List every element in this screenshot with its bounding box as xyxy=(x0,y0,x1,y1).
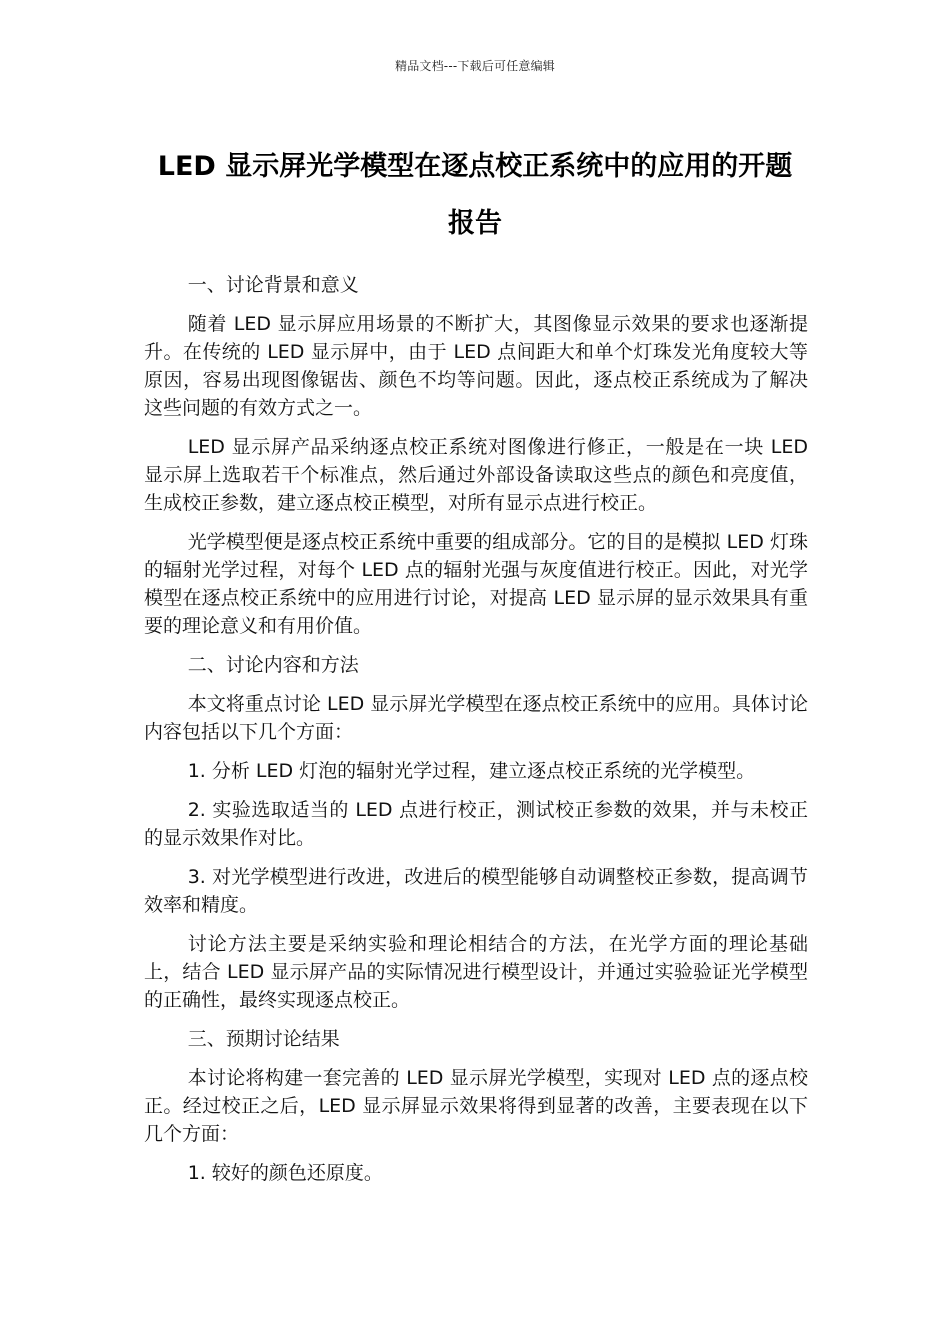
paragraph: 随着 LED 显示屏应用场景的不断扩大，其图像显示效果的要求也逐渐提升。在传统的 LED 显示屏中，由于 LED 点间距大和单个灯珠发光角度较大等原因，容易出现图像锯齿、颜色不均等问题。因此，逐点校正系统成为了解决这些问题的有效方式之一。 xyxy=(144,313,808,419)
list-item: 2. 实验选取适当的 LED 点进行校正，测试校正参数的效果，并与未校正的显示效果作对比。 xyxy=(144,799,808,849)
list-item: 1. 较好的颜色还原度。 xyxy=(187,1162,383,1184)
paragraph: LED 显示屏产品采纳逐点校正系统对图像进行修正，一般是在一块 LED 显示屏上选取若干个标准点，然后通过外部设备读取这些点的颜色和亮度值，生成校正参数，建立逐点校正模型，对所有显示点进行校正。 xyxy=(144,436,808,514)
section-heading-content-methods: 二、讨论内容和方法 xyxy=(187,654,359,676)
section-heading-expected-results: 三、预期讨论结果 xyxy=(187,1028,340,1050)
list-item: 3. 对光学模型进行改进，改进后的模型能够自动调整校正参数，提高调节效率和精度。 xyxy=(144,866,808,916)
page-header-watermark: 精品文档---下载后可任意编辑 xyxy=(395,59,555,73)
document-body xyxy=(144,271,808,1198)
section-heading-background: 一、讨论背景和意义 xyxy=(187,274,359,296)
document-title: LED 显示屏光学模型在逐点校正系统中的应用的开题报告 xyxy=(157,151,793,239)
list-item: 1. 分析 LED 灯泡的辐射光学过程，建立逐点校正系统的光学模型。 xyxy=(187,760,756,782)
paragraph: 光学模型便是逐点校正系统中重要的组成部分。它的目的是模拟 LED 灯珠的辐射光学过程，对每个 LED 点的辐射光强与灰度值进行校正。因此，对光学模型在逐点校正系统中的应用进行讨论，对提高 LED 显示屏的显示效果具有重要的理论意义和有用价值。 xyxy=(144,531,808,637)
paragraph: 本文将重点讨论 LED 显示屏光学模型在逐点校正系统中的应用。具体讨论内容包括以下几个方面： xyxy=(144,693,808,743)
paragraph: 本讨论将构建一套完善的 LED 显示屏光学模型，实现对 LED 点的逐点校正。经过校正之后，LED 显示屏显示效果将得到显著的改善，主要表现在以下几个方面： xyxy=(144,1067,808,1145)
paragraph: 讨论方法主要是采纳实验和理论相结合的方法，在光学方面的理论基础上，结合 LED 显示屏产品的实际情况进行模型设计，并通过实验验证光学模型的正确性，最终实现逐点校正。 xyxy=(144,933,808,1011)
